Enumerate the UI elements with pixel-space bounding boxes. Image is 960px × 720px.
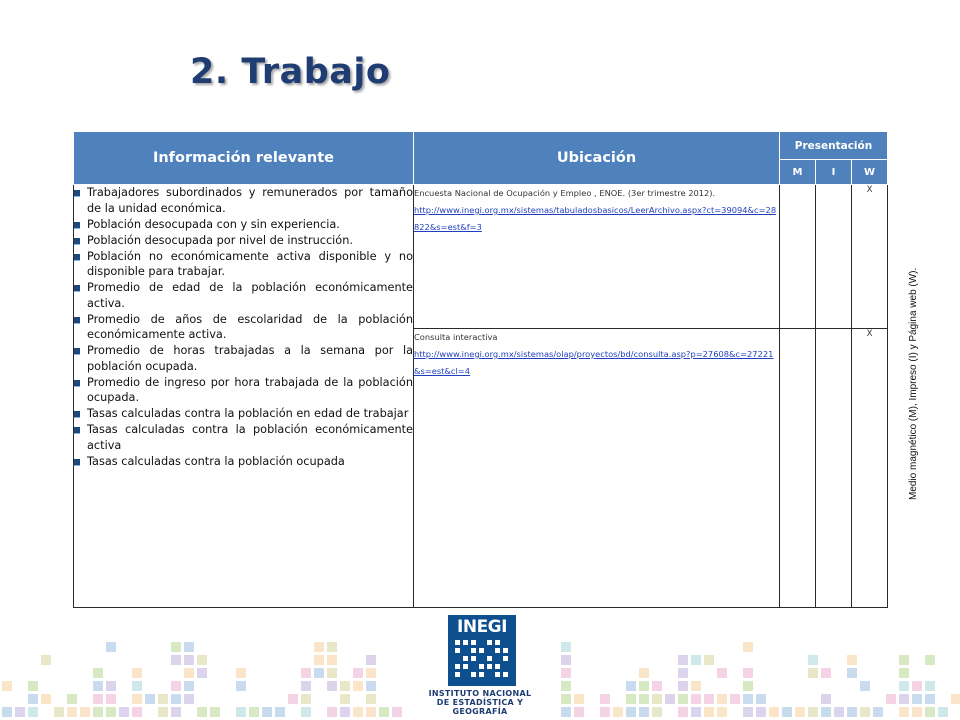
header-i: I: [816, 160, 852, 185]
footer-square: [561, 655, 571, 665]
footer-square: [327, 642, 337, 652]
footer-square: [678, 707, 688, 717]
logo-line-2: DE ESTADÍSTICA Y GEOGRAFÍA: [436, 698, 524, 716]
footer-square: [210, 707, 220, 717]
footer-square: [743, 642, 753, 652]
logo-dots-icon: [454, 639, 510, 683]
footer-square: [353, 681, 363, 691]
footer-square: [808, 668, 818, 678]
location-cell-enoe: [414, 185, 780, 329]
footer-square: [236, 668, 246, 678]
bullet-icon: [74, 459, 80, 466]
footer-square: [938, 707, 948, 717]
footer-square: [717, 707, 727, 717]
footer-square: [899, 668, 909, 678]
relevant-info-list: [74, 185, 413, 469]
footer-square: [314, 655, 324, 665]
footer-square: [15, 707, 25, 717]
footer-square: [301, 668, 311, 678]
footer-square: [912, 694, 922, 704]
footer-square: [678, 668, 688, 678]
footer-square: [561, 668, 571, 678]
source-link-enoe[interactable]: http://www.inegi.org.mx/sistemas/tabuladosbasicos/LeerArchivo.aspx?ct=39094&c=28822&s=est&f=3: [414, 205, 777, 232]
bullet-icon: [74, 427, 80, 434]
inegi-logo: [408, 615, 552, 716]
footer-square: [28, 681, 38, 691]
footer-square: [132, 707, 142, 717]
list-item: Promedio de edad de la población económicamente activa.: [74, 280, 413, 311]
list-item: Promedio de ingreso por hora trabajada de la población ocupada.: [74, 375, 413, 406]
footer-square: [847, 668, 857, 678]
bullet-icon: [74, 254, 80, 261]
footer-square: [93, 694, 103, 704]
footer-square: [236, 681, 246, 691]
footer-square: [626, 681, 636, 691]
footer-square: [28, 707, 38, 717]
footer-square: [873, 707, 883, 717]
footer-square: [717, 668, 727, 678]
footer-square: [691, 694, 701, 704]
footer-square: [561, 642, 571, 652]
mark-w: X: [852, 185, 888, 329]
footer-square: [847, 707, 857, 717]
footer-square: [743, 681, 753, 691]
footer-square: [899, 655, 909, 665]
footer-square: [106, 642, 116, 652]
footer-square: [704, 655, 714, 665]
footer-square: [106, 707, 116, 717]
footer-square: [912, 681, 922, 691]
footer-square: [743, 668, 753, 678]
footer-square: [626, 707, 636, 717]
footer-square: [132, 681, 142, 691]
footer-square: [93, 681, 103, 691]
footer-square: [808, 655, 818, 665]
list-item: Promedio de años de escolaridad de la población económicamente activa.: [74, 312, 413, 343]
footer-square: [106, 694, 116, 704]
footer-square: [366, 681, 376, 691]
footer-square: [366, 655, 376, 665]
footer-square: [171, 681, 181, 691]
bullet-icon: [74, 285, 80, 292]
footer-square: [652, 694, 662, 704]
footer-square: [132, 694, 142, 704]
bullet-icon: [74, 190, 80, 197]
footer-square: [795, 707, 805, 717]
footer-square: [158, 707, 168, 717]
footer-square: [782, 707, 792, 717]
footer-square: [184, 655, 194, 665]
footer-square: [834, 707, 844, 717]
footer-square: [366, 668, 376, 678]
footer-square: [743, 707, 753, 717]
footer-square: [54, 707, 64, 717]
footer-square: [951, 694, 960, 704]
list-item: Tasas calculadas contra la población en edad de trabajar: [74, 406, 413, 422]
list-item: Población desocupada por nivel de instrucción.: [74, 233, 413, 249]
footer-square: [366, 707, 376, 717]
footer-square: [327, 655, 337, 665]
footer-square: [301, 681, 311, 691]
footer-square: [925, 655, 935, 665]
footer-square: [860, 681, 870, 691]
footer-square: [743, 694, 753, 704]
footer-square: [847, 655, 857, 665]
footer-square: [327, 668, 337, 678]
footer-square: [340, 707, 350, 717]
footer-square: [301, 707, 311, 717]
footer-square: [119, 707, 129, 717]
footer-square: [93, 668, 103, 678]
header-presentation: Presentación: [780, 132, 888, 160]
list-item: Tasas calculadas contra la población ocupada: [74, 454, 413, 470]
footer-square: [639, 694, 649, 704]
footer-square: [197, 655, 207, 665]
footer-square: [600, 707, 610, 717]
logo-mark: [448, 615, 516, 686]
footer-square: [925, 681, 935, 691]
footer-square: [691, 707, 701, 717]
footer-square: [184, 681, 194, 691]
mark-m: [780, 329, 816, 608]
footer-square: [691, 655, 701, 665]
footer-square: [717, 694, 727, 704]
footer-square: [392, 707, 402, 717]
location-cell-consulta: [414, 329, 780, 608]
footer-square: [184, 694, 194, 704]
list-item: Trabajadores subordinados y remunerados por tamaño de la unidad económica.: [74, 185, 413, 216]
footer-square: [67, 694, 77, 704]
footer-square: [171, 655, 181, 665]
mark-i: [816, 185, 852, 329]
footer-square: [132, 668, 142, 678]
footer-square: [288, 694, 298, 704]
footer-square: [171, 694, 181, 704]
footer-square: [899, 707, 909, 717]
footer-square: [379, 707, 389, 717]
footer-square: [704, 707, 714, 717]
footer-square: [327, 707, 337, 717]
footer-square: [93, 707, 103, 717]
footer-square: [912, 707, 922, 717]
footer-square: [613, 707, 623, 717]
info-table: [73, 131, 888, 608]
footer-square: [158, 694, 168, 704]
header-w: W: [852, 160, 888, 185]
footer-square: [756, 707, 766, 717]
source-link-consulta[interactable]: http://www.inegi.org.mx/sistemas/olap/proyectos/bd/consulta.asp?p=27608&c=27221&s=est&cl=4: [414, 349, 774, 376]
footer-square: [197, 668, 207, 678]
footer-square: [340, 681, 350, 691]
mark-w: X: [852, 329, 888, 608]
source-text: Encuesta Nacional de Ocupación y Empleo , ENOE. (3er trimestre 2012).: [414, 188, 716, 198]
footer-square: [106, 681, 116, 691]
footer-square: [574, 694, 584, 704]
footer-square: [821, 707, 831, 717]
footer-square: [652, 707, 662, 717]
logo-name: INEGI: [457, 617, 507, 637]
bullet-icon: [74, 238, 80, 245]
header-m: M: [780, 160, 816, 185]
footer-square: [28, 694, 38, 704]
footer-square: [652, 681, 662, 691]
footer-square: [314, 668, 324, 678]
footer-square: [561, 681, 571, 691]
list-item: Tasas calculadas contra la población económicamente activa: [74, 422, 413, 453]
footer-square: [353, 707, 363, 717]
footer-square: [561, 694, 571, 704]
mark-i: [816, 329, 852, 608]
footer-square: [899, 681, 909, 691]
footer-square: [184, 668, 194, 678]
footer-square: [821, 694, 831, 704]
footer-square: [665, 694, 675, 704]
footer-square: [678, 694, 688, 704]
footer-square: [301, 694, 311, 704]
footer-square: [626, 694, 636, 704]
footer-square: [340, 694, 350, 704]
footer-square: [925, 707, 935, 717]
bullet-icon: [74, 380, 80, 387]
footer-square: [639, 707, 649, 717]
presentation-legend: Medio magnético (M), Impreso (I) y Página web (W).: [908, 267, 919, 500]
footer-square: [2, 681, 12, 691]
footer-square: [860, 707, 870, 717]
footer-square: [639, 681, 649, 691]
mark-m: [780, 185, 816, 329]
header-relevant-info: Información relevante: [74, 132, 414, 185]
header-location: Ubicación: [414, 132, 780, 185]
relevant-info-cell: [74, 185, 414, 608]
footer-square: [171, 642, 181, 652]
footer-square: [80, 707, 90, 717]
footer-square: [171, 707, 181, 717]
footer-square: [821, 668, 831, 678]
footer-square: [67, 707, 77, 717]
list-item: Población desocupada con y sin experiencia.: [74, 217, 413, 233]
footer-square: [769, 707, 779, 717]
footer-square: [275, 707, 285, 717]
footer-square: [678, 655, 688, 665]
footer-square: [314, 642, 324, 652]
footer-square: [808, 707, 818, 717]
slide-title: 2. Trabajo: [190, 52, 391, 92]
footer-square: [145, 694, 155, 704]
footer-square: [704, 694, 714, 704]
logo-line-1: INSTITUTO NACIONAL: [428, 689, 532, 698]
bullet-icon: [74, 222, 80, 229]
source-text: Consulta interactiva: [414, 332, 498, 342]
footer-square: [249, 707, 259, 717]
footer-square: [41, 694, 51, 704]
footer-square: [561, 707, 571, 717]
footer-square: [639, 668, 649, 678]
bullet-icon: [74, 411, 80, 418]
footer-square: [353, 668, 363, 678]
footer-square: [41, 655, 51, 665]
footer-square: [925, 694, 935, 704]
footer-square: [730, 694, 740, 704]
footer-square: [899, 694, 909, 704]
footer-square: [262, 707, 272, 717]
footer-square: [197, 707, 207, 717]
footer-square: [2, 707, 12, 717]
footer-square: [691, 681, 701, 691]
footer-square: [184, 642, 194, 652]
footer-square: [366, 694, 376, 704]
footer-square: [236, 707, 246, 717]
footer-square: [574, 707, 584, 717]
footer-square: [756, 694, 766, 704]
bullet-icon: [74, 317, 80, 324]
footer-square: [327, 681, 337, 691]
list-item: Promedio de horas trabajadas a la semana por la población ocupada.: [74, 343, 413, 374]
bullet-icon: [74, 348, 80, 355]
footer-square: [600, 694, 610, 704]
footer-square: [678, 681, 688, 691]
footer-square: [886, 694, 896, 704]
list-item: Población no económicamente activa disponible y no disponible para trabajar.: [74, 249, 413, 280]
